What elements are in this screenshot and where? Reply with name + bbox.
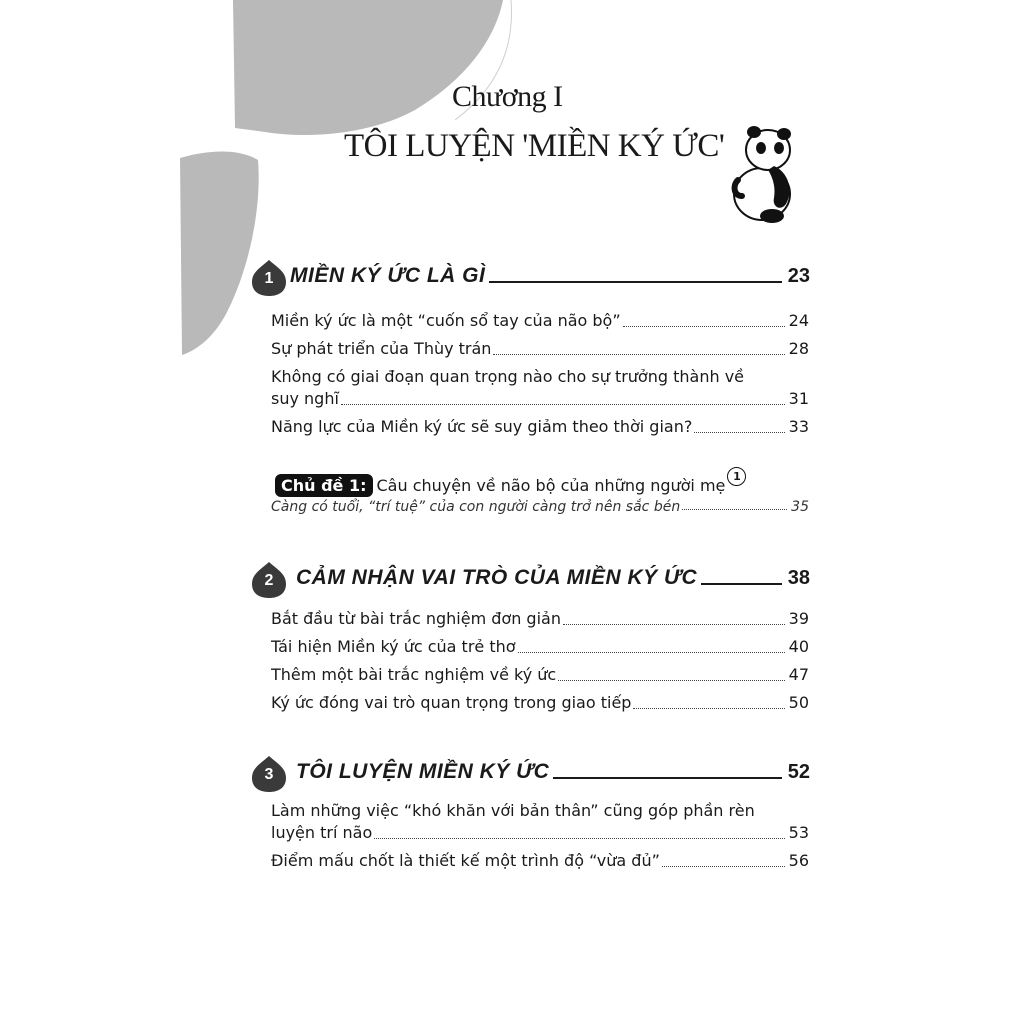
- toc-entry: [271, 608, 809, 630]
- topic-heading: [275, 470, 746, 497]
- section-heading: [290, 256, 810, 288]
- section-number: 2: [264, 572, 274, 589]
- entry-page: 31: [788, 389, 809, 408]
- toc-entry: [271, 366, 809, 410]
- section-heading: [290, 752, 810, 784]
- topic-number: 1: [727, 467, 746, 486]
- entry-text: Tái hiện Miền ký ức của trẻ thơ: [271, 637, 516, 656]
- leader-line: [553, 777, 781, 779]
- section-number: 3: [264, 766, 274, 783]
- toc-entry: [271, 310, 809, 332]
- entry-page: 47: [788, 665, 809, 684]
- section-heading: [290, 558, 810, 590]
- entry-page: 33: [788, 417, 809, 436]
- toc-entry: [271, 850, 809, 872]
- entry-text: luyện trí não: [271, 823, 373, 842]
- toc-entry: [271, 800, 809, 844]
- chapter-title: TÔI LUYỆN 'MIỀN KÝ ỨC': [344, 128, 725, 164]
- leader-line: [701, 583, 782, 585]
- decorative-blob-left: [178, 150, 268, 360]
- entry-page: 40: [788, 637, 809, 656]
- chapter-label: Chương I: [452, 80, 563, 113]
- section-page: 38: [787, 567, 810, 589]
- entry-text: Thêm một bài trắc nghiệm về ký ức: [271, 665, 557, 684]
- entry-text: Bắt đầu từ bài trắc nghiệm đơn giản: [271, 609, 561, 628]
- section-title: CẢM NHẬN VAI TRÒ CỦA MIỀN KÝ ỨC: [296, 566, 698, 589]
- entry-page: 53: [788, 823, 809, 842]
- decorative-blob-top: [225, 0, 515, 140]
- entry-page: 24: [788, 311, 809, 330]
- toc-entry: [271, 338, 809, 360]
- entry-text: Sự phát triển của Thùy trán: [271, 339, 492, 358]
- toc-entry: [271, 664, 809, 686]
- panda-illustration: [728, 124, 800, 224]
- entry-page: 50: [788, 693, 809, 712]
- topic-badge: Chủ đề 1:: [275, 474, 373, 497]
- entry-text-line1: Không có giai đoạn quan trọng nào cho sự trưởng thành về: [271, 367, 744, 386]
- toc-entry: [271, 692, 809, 714]
- entry-text: Ký ức đóng vai trò quan trọng trong giao tiếp: [271, 693, 632, 712]
- leader-line: [489, 281, 781, 283]
- topic-title: Câu chuyện về não bộ của những người mẹ: [376, 476, 726, 495]
- toc-entry: [271, 636, 809, 658]
- section-page: 23: [787, 265, 810, 287]
- section-title: MIỀN KÝ ỨC LÀ GÌ: [290, 264, 486, 287]
- entry-text: Năng lực của Miền ký ức sẽ suy giảm theo thời gian?: [271, 417, 693, 436]
- entry-text: suy nghĩ: [271, 389, 339, 408]
- entry-page: 28: [788, 339, 809, 358]
- section-title: TÔI LUYỆN MIỀN KÝ ỨC: [296, 760, 550, 783]
- section-page: 52: [787, 761, 810, 783]
- entry-text-line1: Làm những việc “khó khăn với bản thân” cũng góp phần rèn: [271, 801, 755, 820]
- entry-page: 39: [788, 609, 809, 628]
- entry-page: 56: [788, 851, 809, 870]
- toc-entry: [271, 416, 809, 438]
- topic-subtitle-row: [271, 499, 809, 515]
- topic-page: 35: [791, 499, 809, 515]
- entry-text: Điểm mấu chốt là thiết kế một trình độ “vừa đủ”: [271, 851, 660, 870]
- entry-text: Miền ký ức là một “cuốn sổ tay của não bộ”: [271, 311, 621, 330]
- topic-subtitle: Càng có tuổi, “trí tuệ” của con người càng trở nên sắc bén: [271, 499, 681, 515]
- section-number: 1: [264, 270, 274, 287]
